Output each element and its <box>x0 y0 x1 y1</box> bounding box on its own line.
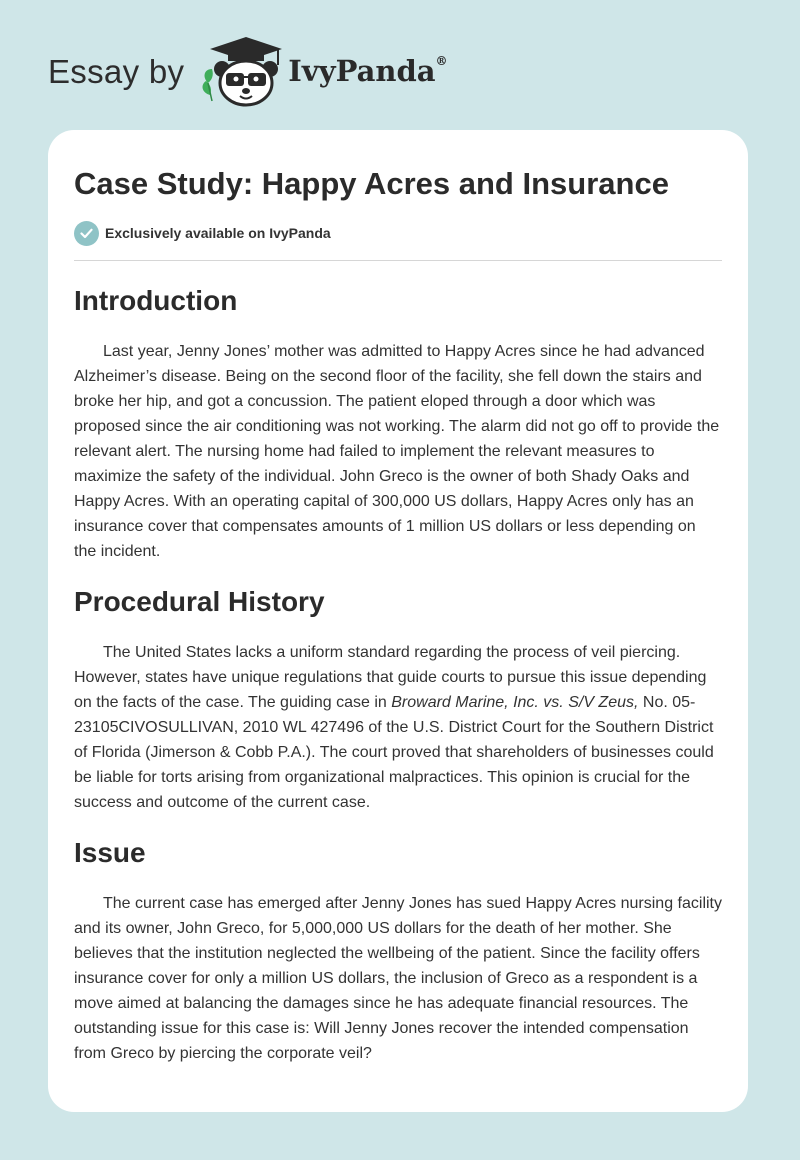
logo-wordmark: IvyPanda® <box>288 53 448 88</box>
divider <box>74 260 722 261</box>
panda-graduate-icon <box>198 35 284 107</box>
section-paragraph-introduction: Last year, Jenny Jones’ mother was admitted to Happy Acres since he had advanced Alzheimer’s disease. Being on the second floor of the facility, she fell down the stairs and broke her hip, and got a concussion. The patient eloped through a door which was proposed since the air conditioning was not working. The alarm did not go off to provide the relevant alert. The nursing home had failed to implement the relevant measures to maximize the safety of the individual. John Greco is the owner of both Shady Oaks and Happy Acres. With an operating capital of 300,000 US dollars, Happy Acres only has an insurance cover that compensates amounts of 1 million US dollars or less depending on the incident. <box>74 343 720 560</box>
section-paragraph-issue: The current case has emerged after Jenny Jones has sued Happy Acres nursing facility and its owner, John Greco, for 5,000,000 US dollars for the death of her mother. She believes that the institution neglected the wellbeing of the patient. Since the facility offers insurance cover for only a million US dollars, the inclusion of Greco as a respondent is a move aimed at balancing the damages since he has adequate financial resources. The outstanding issue for this case is: Will Jenny Jones recover the intended compensation from Greco by piercing the corporate veil? <box>74 895 722 1062</box>
case-citation: Broward Marine, Inc. vs. S/V Zeus, <box>391 694 639 711</box>
site-header <box>0 0 800 130</box>
section-heading-issue: Issue <box>74 837 146 868</box>
section-heading-introduction: Introduction <box>74 285 238 316</box>
section-paragraph-procedural-history: The United States lacks a uniform standard regarding the process of veil piercing. However, states have unique regulations that guide courts to pursue this issue depending on the facts of the case. The guiding case in Broward Marine, Inc. vs. S/V Zeus, No. 05-23105CIVOSULLIVAN, 2010 WL 427496 of the U.S. District Court for the Southern District of Florida (Jimerson & Cobb P.A.). The court proved that shareholders of businesses could be liable for torts arising from organizational malpractices. This opinion is crucial for the success and outcome of the current case. <box>74 644 714 811</box>
brand-logo[interactable] <box>48 36 448 106</box>
essay-by-text: Essay by <box>48 52 185 90</box>
exclusive-badge <box>74 220 722 246</box>
check-icon <box>74 221 99 246</box>
essay-card <box>48 130 748 1112</box>
page-title: Case Study: Happy Acres and Insurance <box>74 166 669 201</box>
badge-text: Exclusively available on IvyPanda <box>105 225 331 241</box>
section-heading-procedural-history: Procedural History <box>74 586 325 617</box>
